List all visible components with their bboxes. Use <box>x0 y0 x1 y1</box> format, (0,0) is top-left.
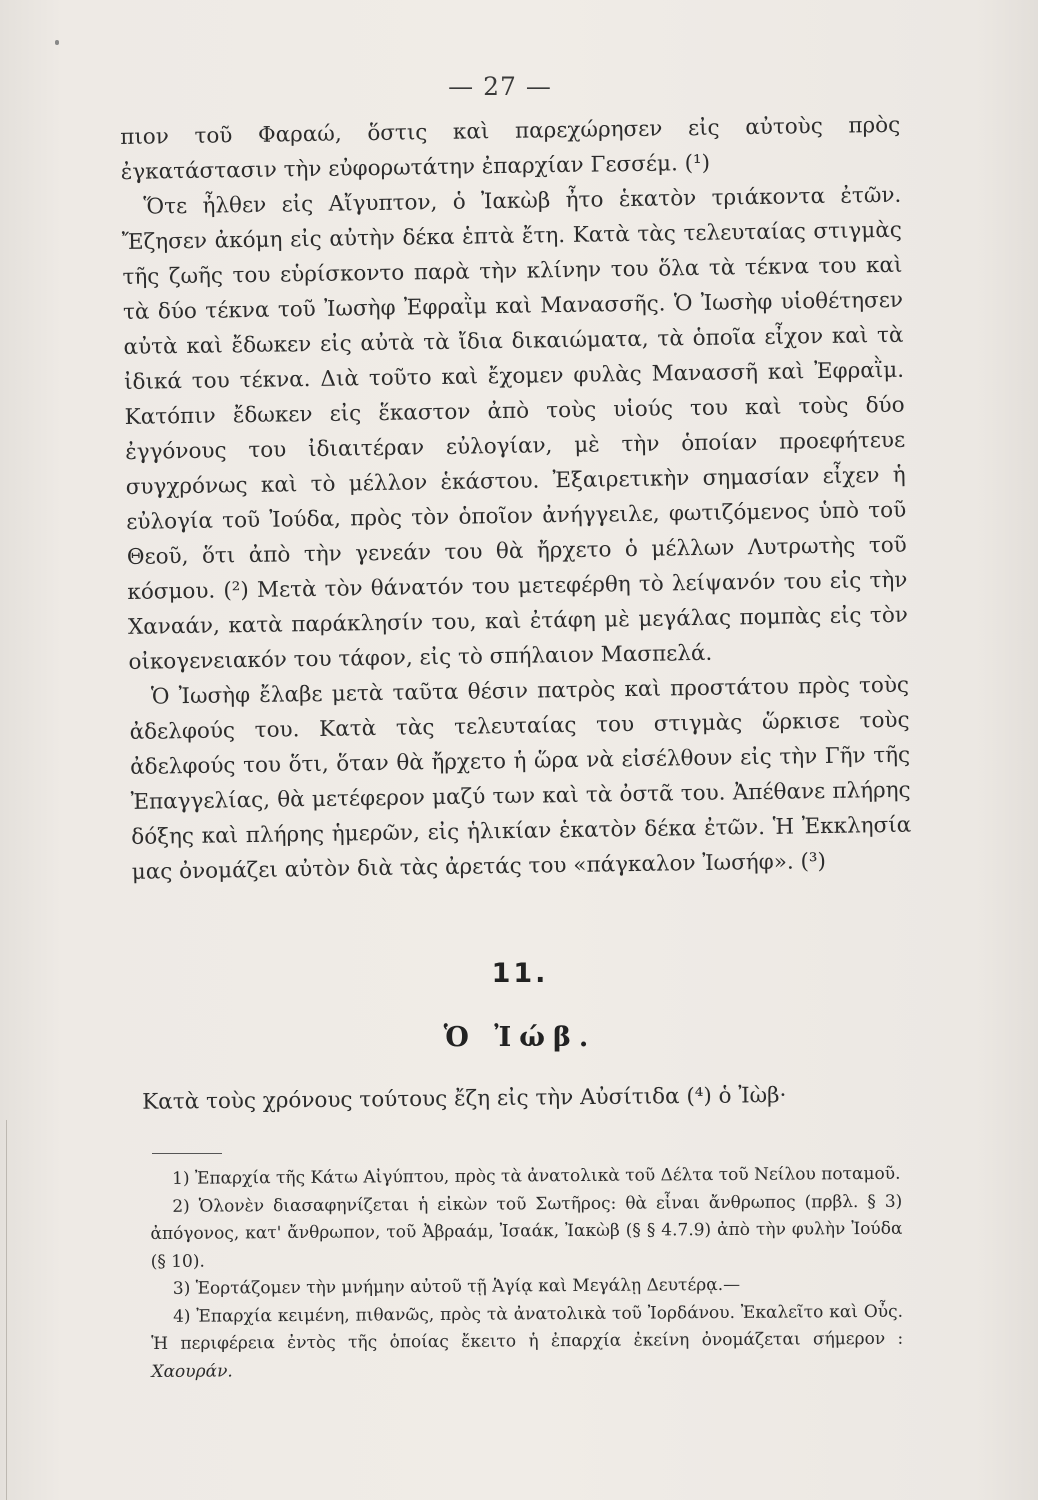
section-number: 11. <box>491 958 549 989</box>
footnote-2: 2) Ὁλονὲν διασαφηνίζεται ἡ εἰκὼν τοῦ Σωτῆρος: θὰ εἶναι ἄνθρωπος (πρβλ. § 3) ἀπόγονος, κατ' ἄνθρωπον, τοῦ Ἀβραάμ, Ἰσαάκ, Ἰακὼβ (§ § 4.7.9) ἀπὸ τὴν φυλὴν Ἰούδα (§ 10). <box>150 1191 903 1272</box>
footnote-separator <box>152 1153 222 1154</box>
paragraph-continued: πιον τοῦ Φαραώ, ὅστις καὶ παρεχώρησεν εἰς αὐτοὺς πρὸς ἐγκατάστασιν τὴν εὐφορωτάτην ἐπαρχίαν Γεσσέμ. (¹) <box>120 112 901 185</box>
footnote-4 <box>151 1298 904 1386</box>
paragraph-jacob: Ὅτε ἦλθεν εἰς Αἴγυπτον, ὁ Ἰακὼβ ἦτο ἑκατὸν τριάκοντα ἐτῶν. Ἔζησεν ἀκόμη εἰς αὐτὴν δέκα ἑπτὰ ἔτη. Κατὰ τὰς τελευταίας στιγμὰς τῆς ζωῆς του εὑρίσκοντο παρὰ τὴν κλίνην του ὅλα τὰ τέκνα του καὶ τὰ δύο τέκνα τοῦ Ἰωσὴφ Ἐφραῒμ καὶ Μανασσῆς. Ὁ Ἰωσὴφ υἱοθέτησεν αὐτὰ καὶ ἔδωκεν εἰς αὐτὰ τὰ ἴδια δικαιώματα, τὰ ὁποῖα εἶχον καὶ τὰ ἰδικά του τέκνα. Διὰ τοῦτο καὶ ἔχομεν φυλὰς Μανασσῆ καὶ Ἐφραῒμ. Κατόπιν ἔδωκεν εἰς ἕκαστον ἀπὸ τοὺς υἱούς του καὶ τοὺς δύο ἐγγόνους του ἰδιαιτέραν εὐλογίαν, μὲ τὴν ὁποίαν προεφήτευε συγχρόνως καὶ τὸ μέλλον ἑκάστου. Ἐξαιρετικὴν σημασίαν εἶχεν ἡ εὐλογία τοῦ Ἰούδα, πρὸς τὸν ὁποῖον ἀνήγγειλε, φωτιζόμενος ὑπὸ τοῦ Θεοῦ, ὅτι ἀπὸ τὴν γενεάν του θὰ ἤρχετο ὁ μέλλων Λυτρωτὴς τοῦ κόσμου. (²) Μετὰ τὸν θάνατόν του μετεφέρθη τὸ λείψανόν του εἰς τὴν Χαναάν, κατὰ παράκλησίν του, καὶ ἐτάφη μὲ μεγάλας πομπὰς εἰς τὸν οἰκογενειακόν του τάφον, εἰς τὸ σπήλαιον Μασπελά. <box>121 182 909 675</box>
footnote-1: 1) Ἐπαρχία τῆς Κάτω Αἰγύπτου, πρὸς τὰ ἀνατολικὰ τοῦ Δέλτα τοῦ Νείλου ποταμοῦ. <box>172 1163 901 1189</box>
footnote-4-text: 4) Ἐπαρχία κειμένη, πιθανῶς, πρὸς τὰ ἀνατολικὰ τοῦ Ἰορδάνου. Ἐκαλεῖτο καὶ Οὖς. Ἡ περιφέρεια ἐντὸς τῆς ὁποίας ἔκειτο ἡ ἐπαρχία ἐκείνη ὀνομάζεται σήμερον : <box>151 1301 904 1354</box>
body-text <box>120 108 912 890</box>
section-opening-line: Κατὰ τοὺς χρόνους τούτους ἔζη εἰς τὴν Αὐσίτιδα (⁴) ὁ Ἰὼβ· <box>142 1083 787 1115</box>
binding-edge-line <box>6 1120 7 1500</box>
footnote-3: 3) Ἑορτάζομεν τὴν μνήμην αὐτοῦ τῇ Ἁγίᾳ καὶ Μεγάλῃ Δευτέρᾳ.— <box>172 1274 741 1299</box>
footnotes <box>150 1161 904 1386</box>
page-number: — 27 — <box>448 72 552 101</box>
margin-speck <box>55 40 59 45</box>
section-title: Ὁ Ἰώβ. <box>443 1022 597 1053</box>
footnote-4-place-name: Χαουράν. <box>151 1360 233 1382</box>
paragraph-joseph: Ὁ Ἰωσὴφ ἔλαβε μετὰ ταῦτα θέσιν πατρὸς καὶ προστάτου πρὸς τοὺς ἀδελφούς του. Κατὰ τὰς τελευταίας του στιγμὰς ὥρκισε τοὺς ἀδελφούς του ὅτι, ὅταν θὰ ἤρχετο ἡ ὥρα νὰ εἰσέλθουν εἰς τὴν Γῆν τῆς Ἐπαγγελίας, θὰ μετέφερον μαζύ των καὶ τὰ ὀστᾶ του. Ἀπέθανε πλήρης δόξης καὶ πλήρης ἡμερῶν, εἰς ἡλικίαν ἑκατὸν δέκα ἐτῶν. Ἡ Ἐκκλησία μας ὀνομάζει αὐτὸν διὰ τὰς ἀρετάς του «πάγκαλον Ἰωσήφ». (³) <box>129 672 912 885</box>
